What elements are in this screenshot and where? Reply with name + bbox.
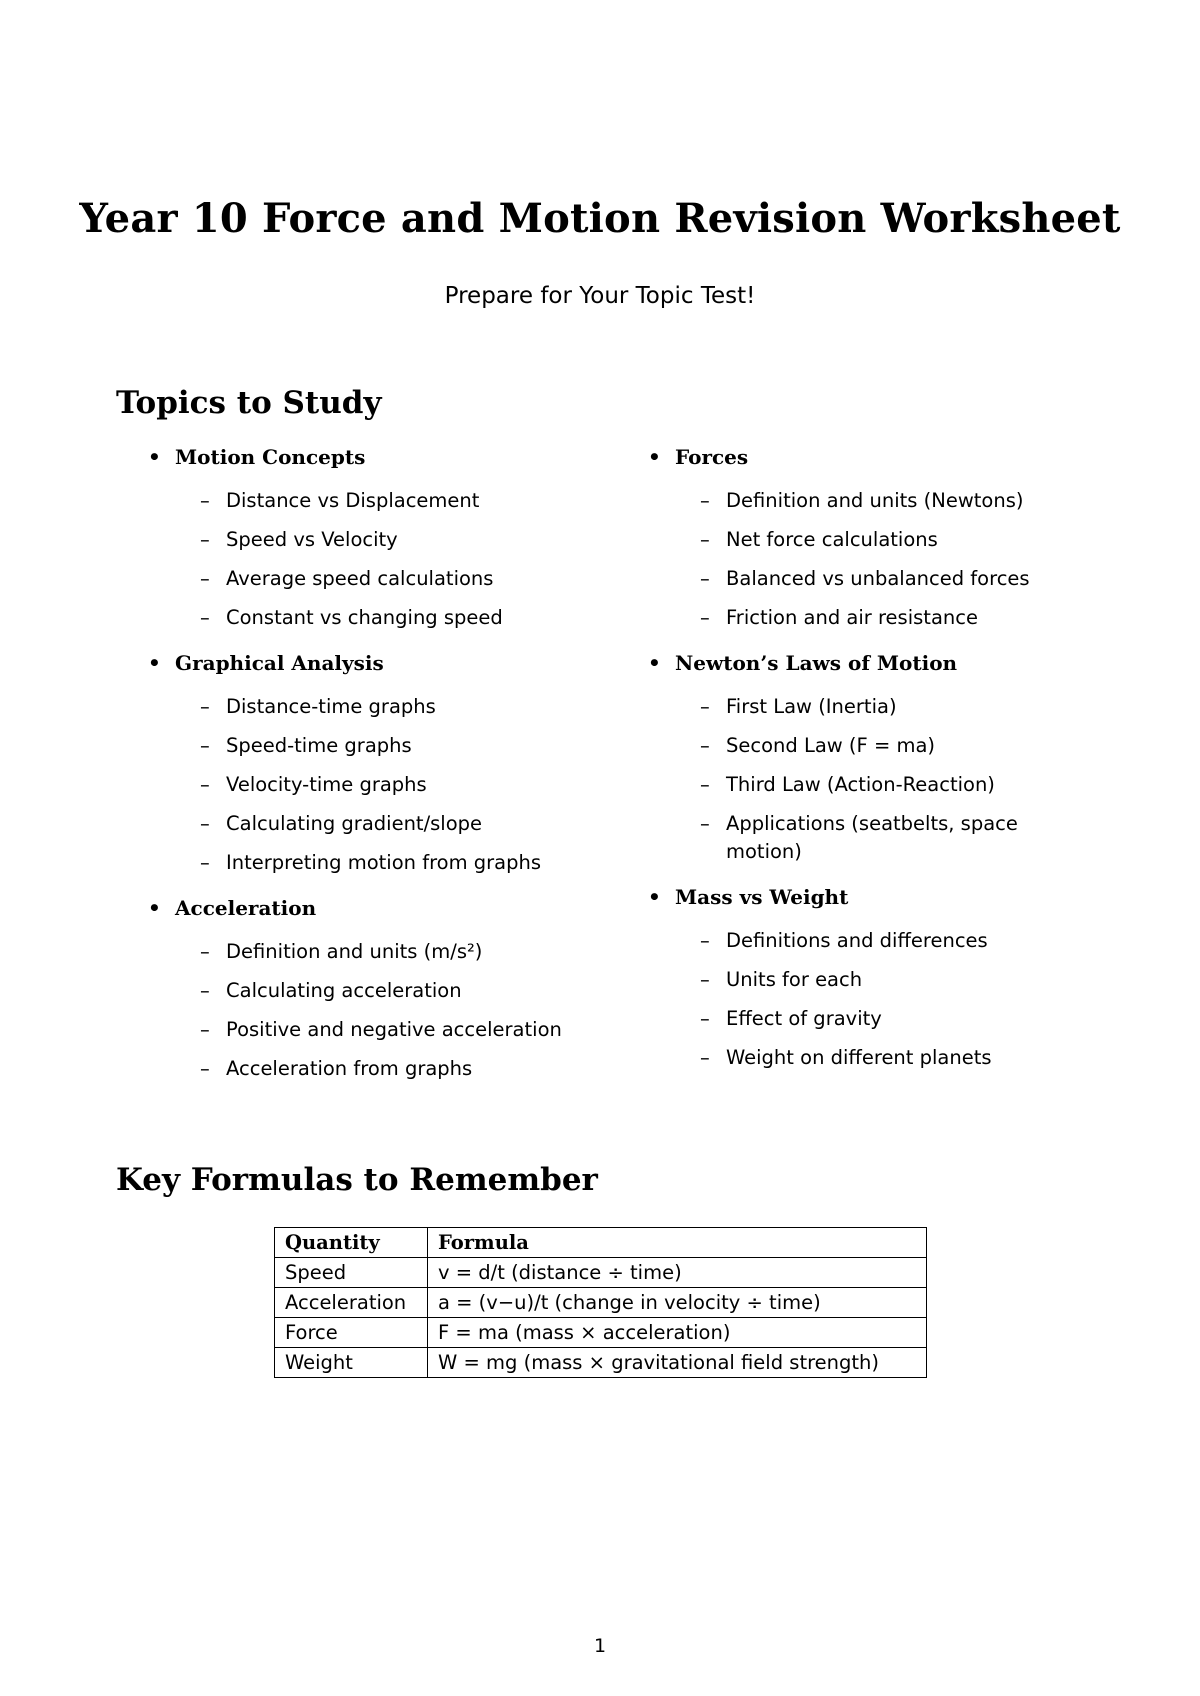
list-item-text: Velocity-time graphs: [226, 773, 427, 796]
bullet-icon: •: [648, 885, 661, 909]
list-item-text: Speed vs Velocity: [226, 528, 398, 551]
list-item-text: Interpreting motion from graphs: [226, 851, 542, 874]
dash-icon: –: [200, 734, 210, 757]
topic-title: Mass vs Weight: [675, 885, 849, 909]
list-item-text: Third Law (Action-Reaction): [726, 773, 995, 796]
quantity-cell: Weight: [275, 1348, 428, 1378]
topic-block: [648, 885, 1093, 1072]
dash-icon: –: [700, 968, 710, 991]
dash-icon: –: [200, 489, 210, 512]
list-item: [148, 487, 598, 515]
list-item: [648, 1005, 1093, 1033]
quantity-cell: Force: [275, 1318, 428, 1348]
dash-icon: –: [700, 695, 710, 718]
table-row: [275, 1318, 927, 1348]
table-row: [275, 1288, 927, 1318]
subtopic-list: [648, 927, 1093, 1072]
list-item: [648, 732, 1093, 760]
list-item-text: Calculating acceleration: [226, 979, 462, 1002]
bullet-icon: •: [148, 445, 161, 469]
list-item-text: Speed-time graphs: [226, 734, 412, 757]
topic-block: [148, 651, 598, 877]
list-item: [148, 1016, 598, 1044]
formula-cell: F = ma (mass × acceleration): [428, 1318, 927, 1348]
list-item: [648, 927, 1093, 955]
list-item: [648, 487, 1093, 515]
list-item: [148, 938, 598, 966]
dash-icon: –: [700, 812, 710, 835]
dash-icon: –: [200, 940, 210, 963]
formula-cell: a = (v−u)/t (change in velocity ÷ time): [428, 1288, 927, 1318]
dash-icon: –: [700, 489, 710, 512]
table-header-row: [275, 1228, 927, 1258]
list-item: [648, 604, 1093, 632]
header-quantity: Quantity: [275, 1228, 428, 1258]
list-item-text: Balanced vs unbalanced forces: [726, 567, 1030, 590]
list-item: [648, 966, 1093, 994]
topic-title: Newton’s Laws of Motion: [675, 651, 958, 675]
topic-title: Motion Concepts: [175, 445, 366, 469]
dash-icon: –: [200, 812, 210, 835]
topic-block: [648, 651, 1093, 866]
list-item-text: Friction and air resistance: [726, 606, 978, 629]
list-item-text: Weight on different planets: [726, 1046, 992, 1069]
list-item: [648, 693, 1093, 721]
topic-title: Acceleration: [175, 896, 317, 920]
list-item: [648, 1044, 1093, 1072]
dash-icon: –: [700, 606, 710, 629]
bullet-icon: •: [148, 896, 161, 920]
topic-heading: [148, 445, 598, 469]
dash-icon: –: [200, 528, 210, 551]
dash-icon: –: [200, 979, 210, 1002]
topic-title: Forces: [675, 445, 749, 469]
topic-heading: [148, 651, 598, 675]
quantity-cell: Speed: [275, 1258, 428, 1288]
list-item-text: Units for each: [726, 968, 863, 991]
bullet-icon: •: [148, 651, 161, 675]
dash-icon: –: [700, 528, 710, 551]
table-row: [275, 1348, 927, 1378]
list-item: [148, 693, 598, 721]
list-item: [648, 565, 1093, 593]
list-item-text: Definitions and differences: [726, 929, 988, 952]
list-item-text: Average speed calculations: [226, 567, 494, 590]
dash-icon: –: [700, 773, 710, 796]
list-item: [148, 565, 598, 593]
list-item: [148, 810, 598, 838]
dash-icon: –: [200, 851, 210, 874]
list-item: [148, 732, 598, 760]
topic-block: [648, 445, 1093, 632]
list-item-text: Definition and units (Newtons): [726, 489, 1024, 512]
list-item: [148, 526, 598, 554]
list-item-text: First Law (Inertia): [726, 695, 897, 718]
list-item-text: Second Law (F = ma): [726, 734, 936, 757]
list-item-text: Positive and negative acceleration: [226, 1018, 562, 1041]
topic-heading: [648, 885, 1093, 909]
list-item: [148, 977, 598, 1005]
page-title: Year 10 Force and Motion Revision Worksheet: [79, 195, 1121, 242]
topic-heading: [148, 896, 598, 920]
list-item-text: Applications (seatbelts, space motion): [726, 812, 1018, 863]
formula-cell: W = mg (mass × gravitational field strength): [428, 1348, 927, 1378]
list-item-text: Net force calculations: [726, 528, 938, 551]
bullet-icon: •: [648, 445, 661, 469]
dash-icon: –: [700, 1007, 710, 1030]
list-item: [148, 604, 598, 632]
topic-heading: [648, 651, 1093, 675]
list-item: [148, 771, 598, 799]
formula-cell: v = d/t (distance ÷ time): [428, 1258, 927, 1288]
list-item-text: Calculating gradient/slope: [226, 812, 483, 835]
page-subtitle: Prepare for Your Topic Test!: [444, 283, 756, 309]
header-formula: Formula: [428, 1228, 927, 1258]
topic-block: [148, 445, 598, 632]
topic-block: [148, 896, 598, 1083]
dash-icon: –: [200, 695, 210, 718]
list-item: [648, 810, 1093, 866]
dash-icon: –: [700, 929, 710, 952]
dash-icon: –: [200, 773, 210, 796]
list-item-text: Distance vs Displacement: [226, 489, 480, 512]
list-item-text: Distance-time graphs: [226, 695, 436, 718]
bullet-icon: •: [648, 651, 661, 675]
formula-table: [274, 1227, 927, 1378]
topics-heading: Topics to Study: [116, 385, 382, 421]
topics-left-column: [148, 445, 598, 1102]
list-item: [648, 526, 1093, 554]
subtopic-list: [148, 693, 598, 877]
dash-icon: –: [700, 567, 710, 590]
subtopic-list: [648, 693, 1093, 866]
subtopic-list: [148, 938, 598, 1083]
formulas-heading: Key Formulas to Remember: [116, 1162, 598, 1198]
list-item-text: Constant vs changing speed: [226, 606, 503, 629]
topics-right-column: [648, 445, 1093, 1091]
subtopic-list: [148, 487, 598, 632]
table-row: [275, 1258, 927, 1288]
list-item-text: Definition and units (m/s²): [226, 940, 483, 963]
topic-heading: [648, 445, 1093, 469]
quantity-cell: Acceleration: [275, 1288, 428, 1318]
dash-icon: –: [200, 1057, 210, 1080]
subtopic-list: [648, 487, 1093, 632]
dash-icon: –: [700, 734, 710, 757]
list-item-text: Effect of gravity: [726, 1007, 882, 1030]
list-item: [148, 849, 598, 877]
list-item: [148, 1055, 598, 1083]
list-item: [648, 771, 1093, 799]
dash-icon: –: [200, 1018, 210, 1041]
dash-icon: –: [700, 1046, 710, 1069]
list-item-text: Acceleration from graphs: [226, 1057, 473, 1080]
dash-icon: –: [200, 567, 210, 590]
dash-icon: –: [200, 606, 210, 629]
page-number: 1: [593, 1635, 607, 1657]
topic-title: Graphical Analysis: [175, 651, 384, 675]
